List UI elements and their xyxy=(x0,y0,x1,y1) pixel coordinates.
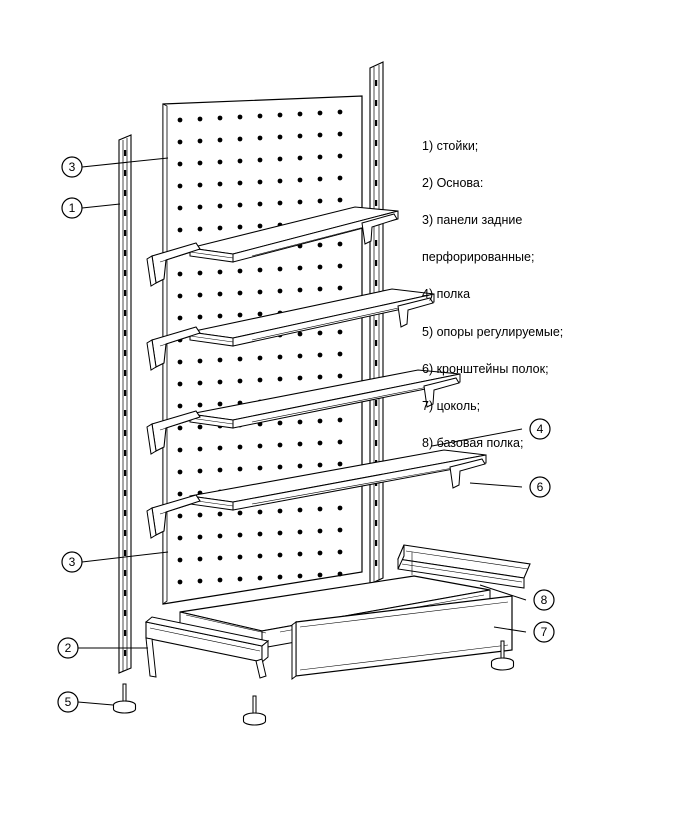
callout-5: 5 xyxy=(64,695,72,709)
legend-item-4: 4) полка xyxy=(422,287,471,302)
callout-4: 4 xyxy=(536,422,544,436)
legend-item-1: 1) стойки; xyxy=(422,138,479,153)
legend-item-7: 7) цоколь; xyxy=(422,398,481,413)
adjustable-foot-left xyxy=(114,684,136,713)
callout-8: 8 xyxy=(540,593,548,607)
legend-item-2: 2) Основа: xyxy=(422,175,484,190)
callout-6: 6 xyxy=(536,480,544,494)
callout-2: 2 xyxy=(64,641,72,655)
legend-item-6: 6) кронштейны полок; xyxy=(422,361,549,376)
upright-post-right xyxy=(370,62,383,584)
legend-item-8: 8) базовая полка; xyxy=(422,436,524,451)
perforated-back-panel xyxy=(163,96,362,604)
callout-3-bottom: 3 xyxy=(68,555,76,569)
legend-item-5: 5) опоры регулируемые; xyxy=(422,324,564,339)
legend-list xyxy=(422,118,662,471)
upright-post-left xyxy=(119,135,131,673)
legend-item-3: 3) панели задние xyxy=(422,212,523,227)
legend-item-3-cont: перфорированные; xyxy=(422,250,535,265)
callout-1: 1 xyxy=(68,201,76,215)
callout-7: 7 xyxy=(540,625,548,639)
adjustable-foot-center xyxy=(244,696,266,725)
callout-3-top: 3 xyxy=(68,160,76,174)
